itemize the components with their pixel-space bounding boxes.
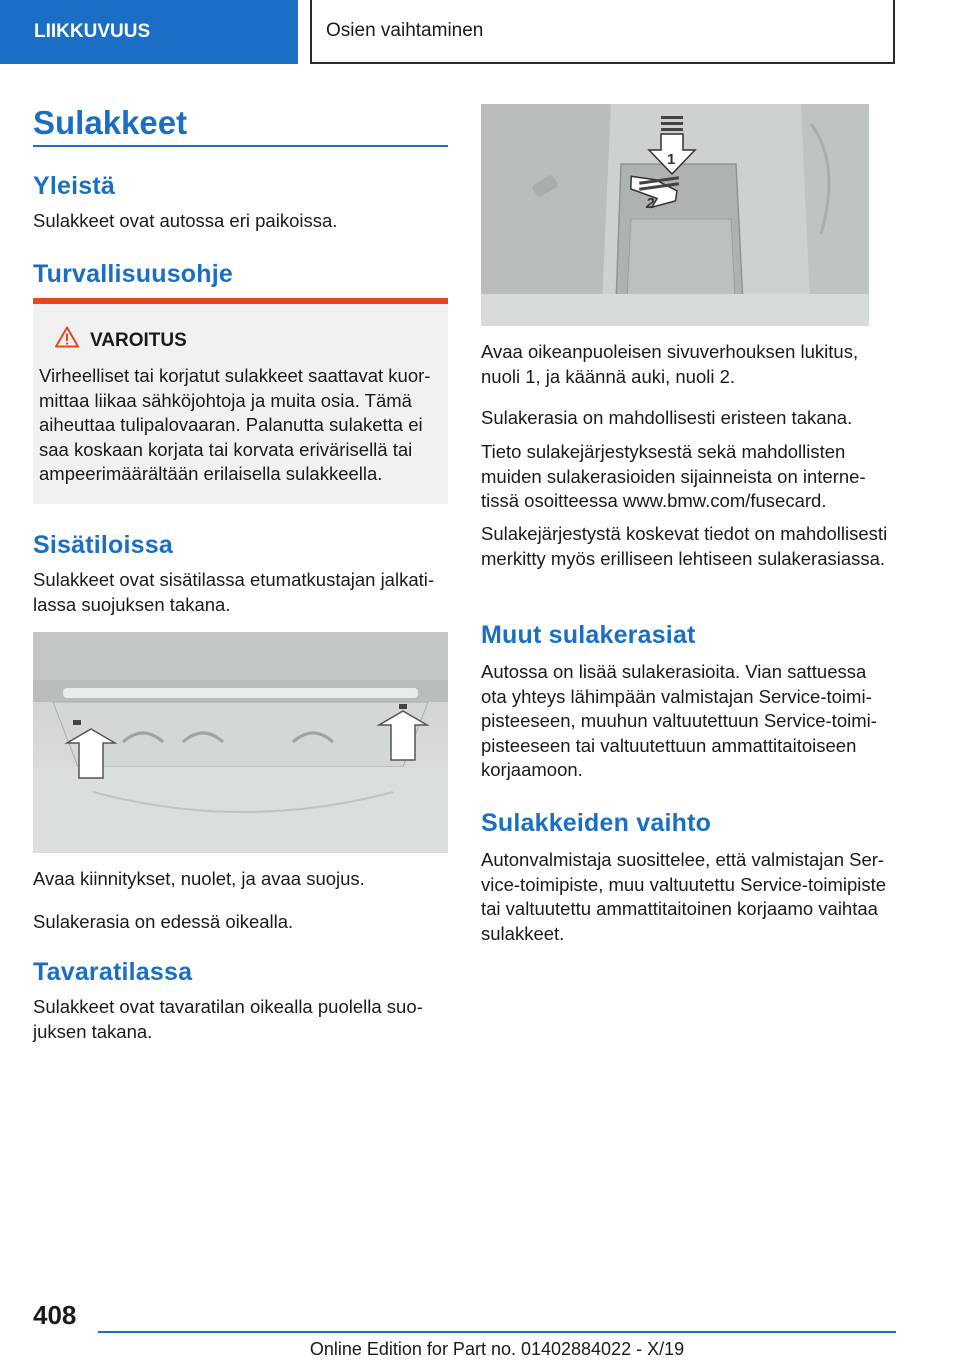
chapter-tab	[310, 0, 895, 64]
trunk-caption-1: Avaa oikeanpuoleisen sivuverhouksen lukitus, nuoli 1, ja käännä auki, nuoli 2.	[481, 341, 859, 387]
other-boxes-text: Autossa on lisää sulakerasioita. Vian sattuessa ota yhteys lähimpään valmistajan Service-toimipisteeseen, muuhun valtuutettuun Service-toimipisteeseen tai valtuutettuun ammattitaitoiseen korjaamoon.	[481, 661, 877, 780]
footer-rule	[98, 1331, 896, 1333]
replace-text: Autonvalmistaja suosittelee, että valmistajan Service-toimipiste, muu valtuutettu Service-toimipiste tai valtuutettu ammattitaitoinen korjaamo vaihtaa sulakkeet.	[481, 849, 887, 944]
safety-heading: Turvallisuusohje	[33, 260, 234, 288]
warning-label: VAROITUS	[90, 330, 187, 351]
interior-fusebox-image	[33, 632, 448, 853]
page-number: 408	[33, 1300, 77, 1330]
warning-box	[33, 298, 448, 504]
title-rule	[33, 145, 448, 147]
warning-triangle-icon	[55, 326, 79, 348]
trunk-text: Sulakkeet ovat tavaratilan oikealla puolella suojuksen takana.	[33, 996, 423, 1042]
trunk-heading: Tavaratilassa	[33, 958, 193, 986]
arrow-1-label: 1	[667, 151, 676, 168]
section-tab	[0, 0, 298, 64]
interior-caption-2: Sulakerasia on edessä oikealla.	[33, 911, 294, 932]
chapter-label: Osien vaihtaminen	[326, 20, 484, 41]
interior-text: Sulakkeet ovat sisätilassa etumatkustajan jalkatilassa suojuksen takana.	[33, 569, 435, 615]
general-text: Sulakkeet ovat autossa eri paikoissa.	[33, 210, 338, 231]
section-label: LIIKKUVUUS	[34, 21, 151, 42]
general-heading: Yleistä	[33, 172, 116, 200]
trunk-caption-3: Tieto sulakejärjestyksestä sekä mahdollisten muiden sulakerasioiden sijainneista on internetissä osoitteessa www.bmw.com/fusecard.	[481, 441, 866, 511]
arrow-2-label: 2	[646, 195, 655, 212]
replace-heading: Sulakkeiden vaihto	[481, 809, 712, 837]
trunk-caption-4: Sulakejärjestystä koskevat tiedot on mahdollisesti merkitty myös erilliseen lehtiseen sulakerasiassa.	[481, 523, 888, 569]
interior-heading: Sisätiloissa	[33, 531, 173, 559]
trunk-fusebox-image	[481, 104, 869, 326]
trunk-caption-2: Sulakerasia on mahdollisesti eristeen takana.	[481, 407, 853, 428]
warning-text: Virheelliset tai korjatut sulakkeet saattavat kuormittaa liikaa sähköjohtoja ja muita osia. Tämä aiheuttaa tulipalovaaran. Palanutta sulaketta ei saa koskaan korjata tai korvata erivärisellä tai ampeerimäärältään erilaisella sulakkeella.	[39, 365, 431, 484]
page-title: Sulakkeet	[33, 104, 188, 141]
edition-note: Online Edition for Part no. 01402884022 - X/19	[309, 1339, 685, 1359]
other-boxes-heading: Muut sulakerasiat	[481, 621, 696, 649]
interior-caption-1: Avaa kiinnitykset, nuolet, ja avaa suojus.	[33, 868, 365, 889]
